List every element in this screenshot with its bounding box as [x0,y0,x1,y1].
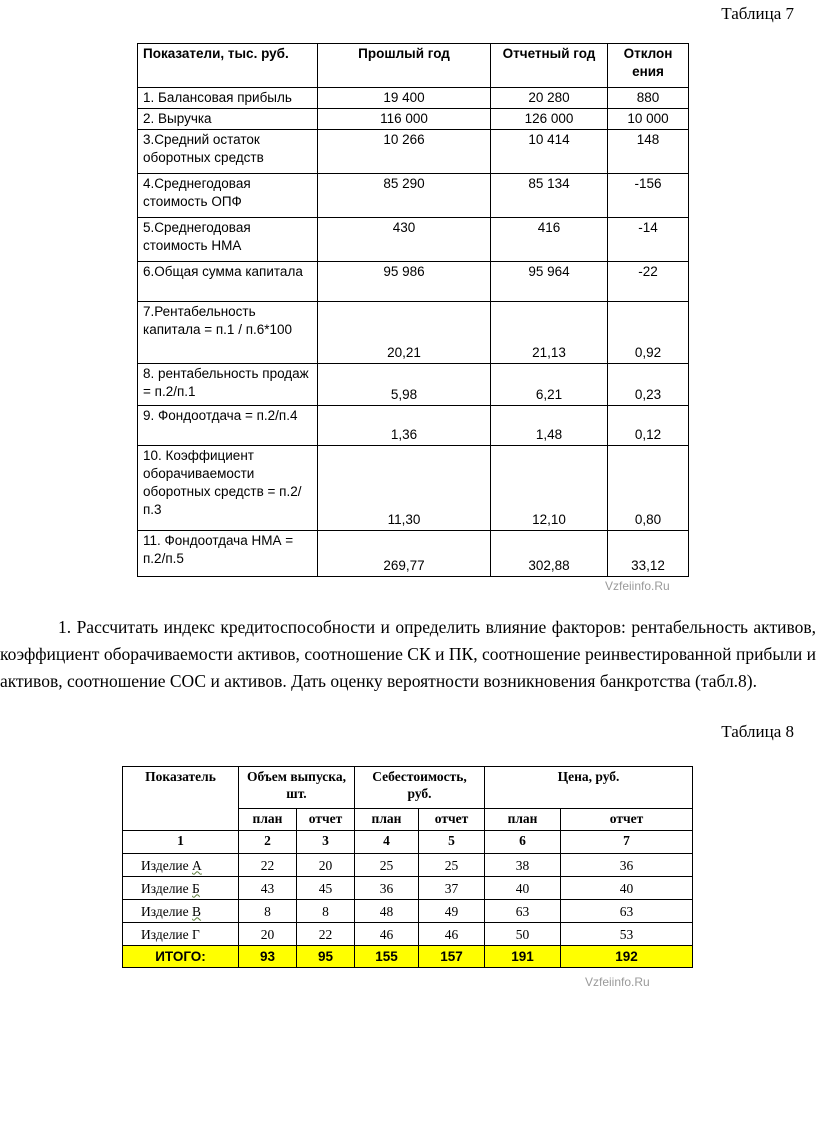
cell-value: 46 [355,923,419,946]
cell-value: 22 [297,923,355,946]
table-row [138,88,689,109]
header-plan: план [355,809,419,831]
watermark: Vzfeiinfo.Ru [585,975,650,989]
row-name: 2. Выручка [138,109,318,130]
total-value: 155 [355,946,419,968]
table-header-row [123,767,693,809]
row-name: 1. Балансовая прибыль [138,88,318,109]
cell-value: 48 [355,900,419,923]
cell-curr: 1,48 [491,406,608,446]
cell-curr: 6,21 [491,364,608,406]
table-row [123,900,693,923]
cell-prev: 269,77 [318,531,491,577]
total-value: 192 [561,946,693,968]
cell-curr: 416 [491,218,608,262]
cell-value: 8 [239,900,297,923]
header-plan: план [485,809,561,831]
total-label: ИТОГО: [123,946,239,968]
header-price: Цена, руб. [485,767,693,809]
product-letter: А [192,857,202,873]
cell-dev: 0,12 [608,406,689,446]
table-row [123,923,693,946]
product-letter: Б [192,880,200,896]
cell-value: 22 [239,854,297,877]
row-name: 9. Фондоотдача = п.2/п.4 [138,406,318,446]
cell-dev: -14 [608,218,689,262]
cell-curr: 95 964 [491,262,608,302]
cell-prev: 11,30 [318,446,491,531]
indicators-table [137,43,689,577]
product-name [123,900,239,923]
product-prefix: Изделие [141,926,189,942]
product-prefix: Изделие [141,903,189,919]
watermark: Vzfeiinfo.Ru [605,579,670,593]
row-name: 3.Средний остаток оборотных средств [138,130,318,174]
cell-value: 43 [239,877,297,900]
cell-value: 37 [419,877,485,900]
table8-caption: Таблица 8 [721,722,794,741]
total-value: 95 [297,946,355,968]
table-row [138,364,689,406]
cell-prev: 430 [318,218,491,262]
row-name: 6.Общая сумма капитала [138,262,318,302]
cell-prev: 116 000 [318,109,491,130]
cell-value: 40 [561,877,693,900]
cell-value: 50 [485,923,561,946]
product-name [123,854,239,877]
product-name [123,923,239,946]
cell-curr: 126 000 [491,109,608,130]
table-row [138,174,689,218]
product-prefix: Изделие [141,880,189,896]
column-numbers-row [123,831,693,854]
table7-caption: Таблица 7 [721,4,794,23]
cell-value: 40 [485,877,561,900]
cell-value: 36 [561,854,693,877]
cell-prev: 5,98 [318,364,491,406]
col-number: 5 [419,831,485,854]
row-name: 4.Среднегодовая стоимость ОПФ [138,174,318,218]
cell-value: 8 [297,900,355,923]
cell-prev: 1,36 [318,406,491,446]
cell-value: 36 [355,877,419,900]
cell-dev: 880 [608,88,689,109]
row-name: 5.Среднегодовая стоимость НМА [138,218,318,262]
cell-value: 63 [485,900,561,923]
task-paragraph: 1. Рассчитать индекс кредитоспособности и определить влияние факторов: рентабельность активов, коэффициент оборачиваемости активов, соотношение СК и ПК, соотношение реинвестированной прибыли и активов, соотношение СОС и активов. Дать оценку вероятности возникновения банкротства (табл.8). [0,617,816,691]
product-letter: Г [192,926,200,942]
cell-value: 25 [419,854,485,877]
cell-prev: 19 400 [318,88,491,109]
cell-dev: 10 000 [608,109,689,130]
cell-dev: 148 [608,130,689,174]
row-name: 11. Фондоотдача НМА = п.2/п.5 [138,531,318,577]
table-row [138,406,689,446]
product-letter: В [192,903,202,919]
cell-curr: 21,13 [491,302,608,364]
header-cost: Себестоимость, руб. [355,767,485,809]
row-name: 7.Рентабельность капитала = п.1 / п.6*100 [138,302,318,364]
total-value: 157 [419,946,485,968]
cell-value: 53 [561,923,693,946]
table-row [138,130,689,174]
table-header-row [138,44,689,88]
col-number: 4 [355,831,419,854]
header-volume: Объем выпуска, шт. [239,767,355,809]
cell-prev: 85 290 [318,174,491,218]
header-deviation: Отклон ения [608,44,689,88]
cell-prev: 20,21 [318,302,491,364]
cell-curr: 85 134 [491,174,608,218]
cell-value: 38 [485,854,561,877]
total-row [123,946,693,968]
col-number: 2 [239,831,297,854]
cell-prev: 95 986 [318,262,491,302]
header-report: отчет [297,809,355,831]
table-row [123,877,693,900]
cell-value: 49 [419,900,485,923]
cell-value: 45 [297,877,355,900]
cell-value: 20 [297,854,355,877]
header-indicators: Показатели, тыс. руб. [138,44,318,88]
cell-dev: 0,23 [608,364,689,406]
header-current-year: Отчетный год [491,44,608,88]
cell-dev: -22 [608,262,689,302]
col-number: 7 [561,831,693,854]
cell-value: 46 [419,923,485,946]
cell-curr: 12,10 [491,446,608,531]
table-row [138,262,689,302]
table-row [138,446,689,531]
cell-dev: 0,92 [608,302,689,364]
cell-dev: 0,80 [608,446,689,531]
cell-value: 20 [239,923,297,946]
header-indicator: Показатель [123,767,239,831]
table-row [123,854,693,877]
row-name: 8. рентабельность продаж = п.2/п.1 [138,364,318,406]
cell-curr: 20 280 [491,88,608,109]
row-name: 10. Коэффициент оборачиваемости оборотных средств = п.2/п.3 [138,446,318,531]
cell-dev: -156 [608,174,689,218]
total-value: 191 [485,946,561,968]
products-table [122,766,693,968]
cell-value: 25 [355,854,419,877]
cell-prev: 10 266 [318,130,491,174]
col-number: 6 [485,831,561,854]
table-row [138,531,689,577]
product-name [123,877,239,900]
cell-curr: 10 414 [491,130,608,174]
table-row [138,109,689,130]
table-row [138,218,689,262]
cell-value: 63 [561,900,693,923]
table-row [138,302,689,364]
col-number: 3 [297,831,355,854]
header-report: отчет [419,809,485,831]
total-value: 93 [239,946,297,968]
product-prefix: Изделие [141,857,189,873]
header-report: отчет [561,809,693,831]
col-number: 1 [123,831,239,854]
header-plan: план [239,809,297,831]
cell-dev: 33,12 [608,531,689,577]
header-prev-year: Прошлый год [318,44,491,88]
cell-curr: 302,88 [491,531,608,577]
